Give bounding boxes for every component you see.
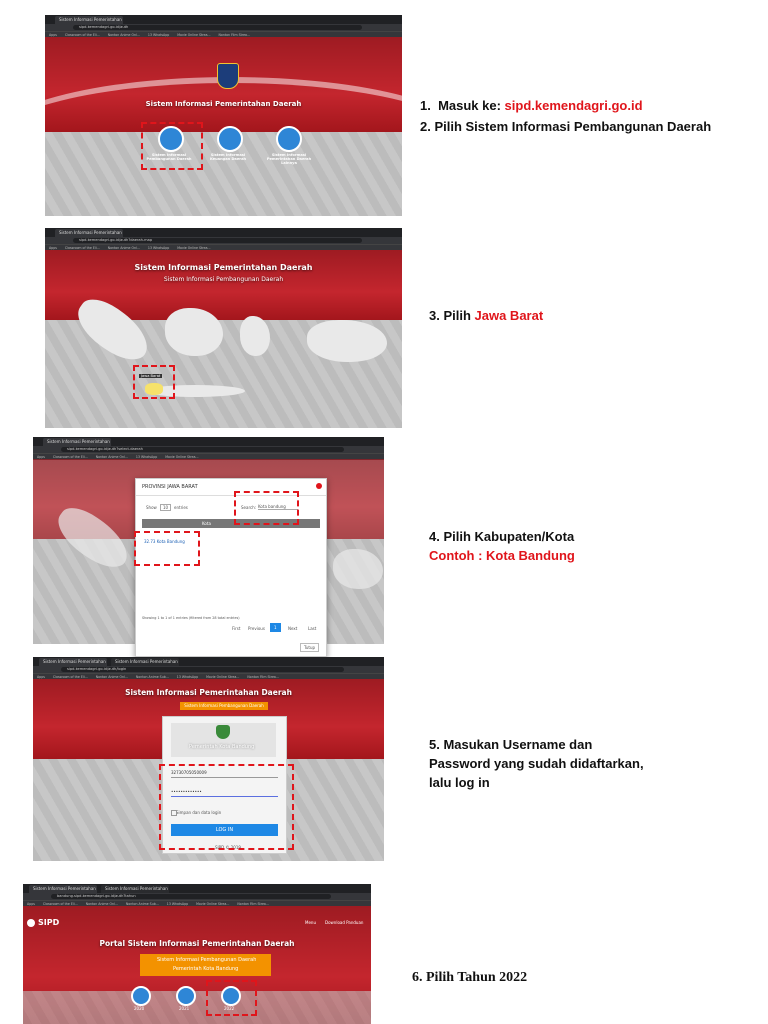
page-title: Sistem Informasi Pemerintahan Daerah: [125, 688, 292, 697]
year-2021[interactable]: 2021: [179, 1006, 190, 1011]
bookmarks-bar: Apps Classroom of the Eli... Nonton Anime Onl... Nonton Anime Sub... 13 WhatsApp Movie Online Strea... Nonton Film Strea...: [33, 673, 384, 680]
step-6: 6. Pilih Tahun 2022: [412, 970, 528, 985]
banner: Sistem Informasi Pembangunan Daerah: [180, 702, 268, 710]
screenshot-step-1: [45, 15, 402, 216]
url-bar[interactable]: sipd.kemendagri.go.id/auth?select-daerah: [61, 447, 344, 452]
map-sulawesi[interactable]: [240, 316, 270, 356]
pager-next[interactable]: Next: [288, 626, 298, 631]
sipd-logo-icon: [27, 919, 35, 927]
bookmarks-bar: Apps Classroom of the Eli... Nonton Anime Onl... 13 WhatsApp Movie Online Strea...: [45, 244, 402, 251]
year-2020[interactable]: 2020: [134, 1006, 145, 1011]
region-name: Pemerintah Kota Bandung: [189, 744, 255, 750]
url-bar[interactable]: sipd.kemendagri.go.id/auth: [73, 25, 362, 30]
browser-tab[interactable]: Sistem Informasi Pemerintahan: [43, 438, 111, 446]
site-link[interactable]: sipd.kemendagri.go.id: [504, 98, 643, 113]
crest-icon: [216, 725, 230, 739]
screenshot-step-2: [45, 228, 402, 428]
browser-tab[interactable]: Sistem Informasi Pemerintahan: [55, 16, 123, 24]
screenshot-step-4: [33, 657, 384, 861]
browser-tab[interactable]: Sistem Informasi Pemerintahan: [55, 229, 123, 237]
garuda-logo: [217, 63, 239, 89]
modal-title: PROVINSI JAWA BARAT: [142, 484, 198, 490]
step-5-line-2: Password yang sudah didaftarkan,: [429, 756, 644, 771]
username-field[interactable]: 32730705050009: [171, 770, 207, 775]
keuangan-icon[interactable]: [217, 126, 243, 152]
entries-select[interactable]: 10: [160, 504, 171, 511]
highlight-box: [141, 122, 203, 170]
highlight-box: [206, 980, 257, 1016]
bookmarks-bar: Apps Classroom of the Eli... Nonton Anime Onl... Nonton Anime Sub... 13 WhatsApp Movie Online Strea... Nonton Film Strea...: [23, 900, 371, 907]
browser-tab-2[interactable]: Sistem Informasi Pemerintahan: [101, 885, 169, 893]
screenshot-step-5: [23, 884, 371, 1024]
bookmarks-bar: Apps Classroom of the Eli... Nonton Anime Onl... 13 WhatsApp Movie Online Strea...: [33, 453, 384, 460]
step-5-line-3: lalu log in: [429, 775, 490, 790]
url-bar[interactable]: sipd.kemendagri.go.id/auth?daerah-map: [73, 238, 362, 243]
brand-name: SIPD: [38, 918, 60, 927]
portal-title: Sistem Informasi Pemerintahan Daerah: [145, 100, 302, 108]
map-papua[interactable]: [307, 320, 387, 362]
download-link[interactable]: Download Panduan: [325, 920, 364, 925]
page-title: Sistem Informasi Pemerintahan Daerah: [134, 263, 313, 272]
step-1: 1. Masuk ke: sipd.kemendagri.go.id: [420, 98, 643, 113]
portal-title: Portal Sistem Informasi Pemerintahan Daerah: [99, 939, 295, 948]
footer-text: SIPD © 2019: [215, 845, 241, 850]
step-3: 3. Pilih Jawa Barat: [429, 308, 544, 323]
url-bar[interactable]: sipd.kemendagri.go.id/auth/login: [61, 667, 344, 672]
search-input[interactable]: Kota bandung: [258, 504, 298, 510]
highlight-search: [234, 491, 299, 525]
entries-label: entries: [174, 505, 188, 510]
browser-chrome: [33, 657, 384, 679]
browser-chrome: [45, 228, 402, 250]
banner-line-1: Sistem Informasi Pembangunan Daerah: [157, 957, 257, 963]
year-2021-icon[interactable]: [176, 986, 196, 1006]
step-5-line-1: 5. Masukan Username dan: [429, 737, 593, 752]
remember-checkbox[interactable]: Simpan dan data login: [176, 810, 222, 815]
browser-chrome: [45, 15, 402, 37]
step-4-line-1: 4. Pilih Kabupaten/Kota: [429, 529, 575, 544]
year-2020-icon[interactable]: [131, 986, 151, 1006]
search-label: Search:: [241, 505, 257, 510]
option-pembangunan[interactable]: Sistem Informasi Pembangunan Daerah: [146, 153, 192, 161]
column-header[interactable]: Kota: [202, 521, 211, 526]
browser-tab-2[interactable]: Sistem Informasi Pemerintahan: [111, 658, 179, 666]
close-icon[interactable]: [316, 483, 322, 489]
highlight-row: [134, 531, 200, 566]
browser-chrome: [33, 437, 384, 459]
page-subtitle: Sistem Informasi Pembangunan Daerah: [163, 276, 284, 283]
pager-first[interactable]: First: [232, 626, 241, 631]
option-keuangan[interactable]: Sistem Informasi Keuangan Daerah: [209, 153, 247, 161]
browser-tab[interactable]: Sistem Informasi Pemerintahan: [39, 658, 107, 666]
pager-page[interactable]: 1: [270, 623, 281, 632]
banner-line-2: Pemerintah Kota Bandung: [173, 966, 239, 972]
table-row[interactable]: 32.73 Kota Bandung: [144, 539, 185, 544]
highlight-box: [159, 764, 294, 850]
url-bar[interactable]: bandung.sipd.kemendagri.go.id/auth?tahun: [51, 894, 331, 899]
browser-tab[interactable]: Sistem Informasi Pemerintahan: [29, 885, 97, 893]
pager-previous[interactable]: Previous: [248, 626, 265, 631]
year-2022[interactable]: 2022: [224, 1006, 235, 1011]
close-button[interactable]: Tutup: [300, 643, 319, 652]
pager-last[interactable]: Last: [308, 626, 317, 631]
bookmarks-bar: Apps Classroom of the Eli... Nonton Anime Onl... 13 WhatsApp Movie Online Strea... Nonton Film Strea...: [45, 31, 402, 38]
map-label: Jawa Barat: [141, 374, 161, 378]
lainnya-icon[interactable]: [276, 126, 302, 152]
password-field[interactable]: •••••••••••••: [171, 789, 202, 794]
menu-link[interactable]: Menu: [305, 920, 316, 925]
browser-chrome: [23, 884, 371, 906]
show-label: Show: [146, 505, 157, 510]
highlight-box: [133, 365, 175, 399]
step-2: 2. Pilih Sistem Informasi Pembangunan Daerah: [420, 119, 712, 134]
showing-info: Showing 1 to 1 of 1 entries (filtered from 28 total entries): [142, 616, 240, 620]
step-4-line-2: Contoh : Kota Bandung: [429, 548, 575, 563]
option-lainnya[interactable]: Sistem Informasi Pemerintahan Daerah Lainnya: [266, 153, 312, 165]
login-button[interactable]: LOG IN: [171, 824, 278, 836]
screenshot-step-3: [33, 437, 384, 650]
